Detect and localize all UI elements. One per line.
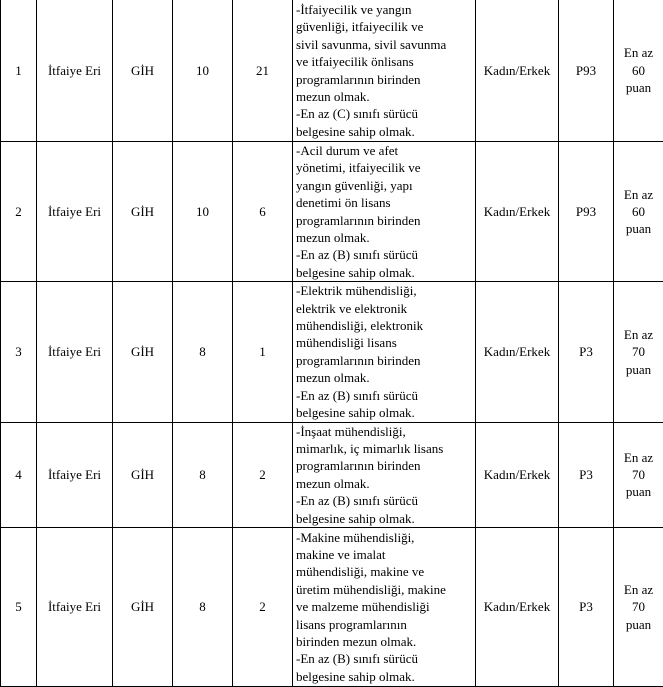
table-row bbox=[1, 0, 663, 142]
requirements-cell bbox=[293, 527, 476, 686]
kpss-type-cell: P93 bbox=[559, 0, 614, 142]
position-title-cell: İtfaiye Eri bbox=[37, 282, 113, 422]
min-score-cell bbox=[614, 282, 663, 422]
min-score-cell bbox=[614, 422, 663, 527]
requirement-line: -En az (B) sınıfı sürücü bbox=[296, 650, 472, 667]
requirement-line: ve malzeme mühendisliği bbox=[296, 598, 472, 615]
min-score-line: En az bbox=[616, 186, 661, 203]
gender-cell: Kadın/Erkek bbox=[476, 142, 559, 282]
position-count-cell: 1 bbox=[233, 282, 293, 422]
requirement-line: mimarlık, iç mimarlık lisans bbox=[296, 440, 472, 457]
requirement-line: denetimi ön lisans bbox=[296, 194, 472, 211]
requirement-line: programlarının birinden bbox=[296, 457, 472, 474]
requirement-line: -En az (B) sınıfı sürücü bbox=[296, 492, 472, 509]
kpss-type-cell: P3 bbox=[559, 282, 614, 422]
min-score-line: En az bbox=[616, 326, 661, 343]
row-number-cell: 2 bbox=[1, 142, 37, 282]
grade-cell: 10 bbox=[173, 0, 233, 142]
grade-cell: 10 bbox=[173, 142, 233, 282]
min-score-cell bbox=[614, 142, 663, 282]
requirement-line: birinden mezun olmak. bbox=[296, 633, 472, 650]
gender-cell: Kadın/Erkek bbox=[476, 422, 559, 527]
requirement-line: -Makine mühendisliği, bbox=[296, 529, 472, 546]
requirement-line: belgesine sahip olmak. bbox=[296, 264, 472, 281]
min-score-line: 70 bbox=[616, 598, 661, 615]
min-score-line: 60 bbox=[616, 62, 661, 79]
min-score-line: En az bbox=[616, 449, 661, 466]
min-score-line: puan bbox=[616, 79, 661, 96]
position-title-cell: İtfaiye Eri bbox=[37, 0, 113, 142]
requirement-line: ve itfaiyecilik önlisans bbox=[296, 53, 472, 70]
min-score-line: 60 bbox=[616, 203, 661, 220]
requirement-line: mühendisliği, makine ve bbox=[296, 563, 472, 580]
requirement-line: -İtfaiyecilik ve yangın bbox=[296, 1, 472, 18]
min-score-line: puan bbox=[616, 616, 661, 633]
requirements-cell bbox=[293, 142, 476, 282]
row-number-cell: 3 bbox=[1, 282, 37, 422]
service-class-cell: GİH bbox=[113, 142, 173, 282]
requirement-line: yangın güvenliği, yapı bbox=[296, 177, 472, 194]
service-class-cell: GİH bbox=[113, 0, 173, 142]
requirement-line: -İnşaat mühendisliği, bbox=[296, 423, 472, 440]
requirement-line: mezun olmak. bbox=[296, 229, 472, 246]
requirement-line: -En az (C) sınıfı sürücü bbox=[296, 105, 472, 122]
position-count-cell: 21 bbox=[233, 0, 293, 142]
min-score-cell bbox=[614, 527, 663, 686]
requirement-line: mezun olmak. bbox=[296, 88, 472, 105]
kpss-type-cell: P3 bbox=[559, 527, 614, 686]
min-score-line: puan bbox=[616, 220, 661, 237]
row-number-cell: 1 bbox=[1, 0, 37, 142]
position-title-cell: İtfaiye Eri bbox=[37, 422, 113, 527]
min-score-line: 70 bbox=[616, 343, 661, 360]
grade-cell: 8 bbox=[173, 282, 233, 422]
row-number-cell: 5 bbox=[1, 527, 37, 686]
requirement-line: -En az (B) sınıfı sürücü bbox=[296, 387, 472, 404]
service-class-cell: GİH bbox=[113, 527, 173, 686]
requirement-line: belgesine sahip olmak. bbox=[296, 123, 472, 140]
position-title-cell: İtfaiye Eri bbox=[37, 142, 113, 282]
min-score-cell bbox=[614, 0, 663, 142]
requirement-line: -En az (B) sınıfı sürücü bbox=[296, 246, 472, 263]
grade-cell: 8 bbox=[173, 422, 233, 527]
min-score-line: En az bbox=[616, 581, 661, 598]
requirement-line: makine ve imalat bbox=[296, 546, 472, 563]
position-count-cell: 2 bbox=[233, 422, 293, 527]
position-count-cell: 6 bbox=[233, 142, 293, 282]
requirement-line: lisans programlarının bbox=[296, 616, 472, 633]
requirement-line: mezun olmak. bbox=[296, 475, 472, 492]
requirement-line: mühendisliği, elektronik bbox=[296, 317, 472, 334]
requirement-line: belgesine sahip olmak. bbox=[296, 404, 472, 421]
requirement-line: güvenliği, itfaiyecilik ve bbox=[296, 18, 472, 35]
requirement-line: belgesine sahip olmak. bbox=[296, 668, 472, 685]
gender-cell: Kadın/Erkek bbox=[476, 527, 559, 686]
requirement-line: programlarının birinden bbox=[296, 352, 472, 369]
kpss-type-cell: P3 bbox=[559, 422, 614, 527]
requirement-line: programlarının birinden bbox=[296, 212, 472, 229]
requirement-line: programlarının birinden bbox=[296, 71, 472, 88]
table-row bbox=[1, 282, 663, 422]
requirement-line: -Elektrik mühendisliği, bbox=[296, 282, 472, 299]
min-score-line: puan bbox=[616, 483, 661, 500]
position-count-cell: 2 bbox=[233, 527, 293, 686]
requirement-line: mezun olmak. bbox=[296, 369, 472, 386]
requirement-line: mühendisliği lisans bbox=[296, 334, 472, 351]
position-title-cell: İtfaiye Eri bbox=[37, 527, 113, 686]
table-row bbox=[1, 142, 663, 282]
kpss-type-cell: P93 bbox=[559, 142, 614, 282]
service-class-cell: GİH bbox=[113, 422, 173, 527]
row-number-cell: 4 bbox=[1, 422, 37, 527]
requirements-cell bbox=[293, 0, 476, 142]
requirements-cell bbox=[293, 422, 476, 527]
requirement-line: yönetimi, itfaiyecilik ve bbox=[296, 159, 472, 176]
requirement-line: üretim mühendisliği, makine bbox=[296, 581, 472, 598]
gender-cell: Kadın/Erkek bbox=[476, 0, 559, 142]
requirement-line: elektrik ve elektronik bbox=[296, 300, 472, 317]
requirement-line: belgesine sahip olmak. bbox=[296, 510, 472, 527]
requirement-line: -Acil durum ve afet bbox=[296, 142, 472, 159]
grade-cell: 8 bbox=[173, 527, 233, 686]
table-row bbox=[1, 422, 663, 527]
requirement-line: sivil savunma, sivil savunma bbox=[296, 36, 472, 53]
service-class-cell: GİH bbox=[113, 282, 173, 422]
requirements-cell bbox=[293, 282, 476, 422]
gender-cell: Kadın/Erkek bbox=[476, 282, 559, 422]
table-row bbox=[1, 527, 663, 686]
min-score-line: 70 bbox=[616, 466, 661, 483]
min-score-line: puan bbox=[616, 361, 661, 378]
min-score-line: En az bbox=[616, 44, 661, 61]
